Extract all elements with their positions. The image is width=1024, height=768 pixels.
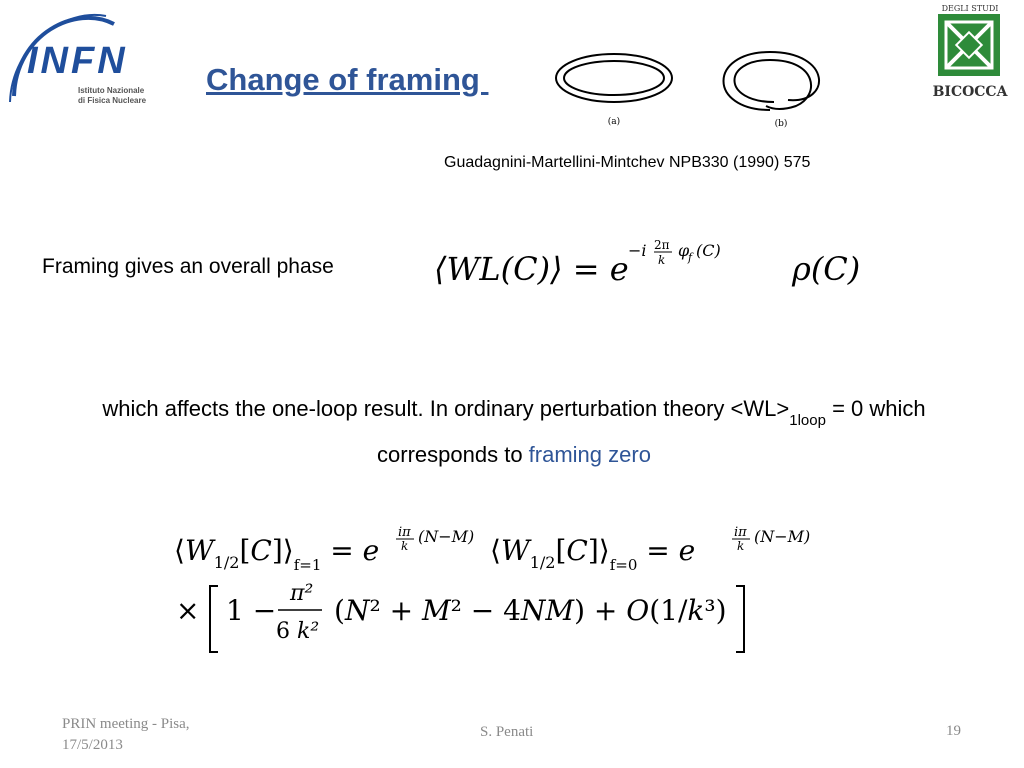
svg-text:iπ: iπ <box>734 525 747 540</box>
paragraph-text-1: which affects the one-loop result. In ordinary perturbation theory <WL> <box>102 396 790 421</box>
formula2-line1 <box>174 525 810 574</box>
footer-meeting-info: PRIN meeting - Pisa, 17/5/2013 <box>62 716 190 753</box>
footer-page-number: 19 <box>946 723 961 739</box>
figure-b <box>724 52 820 129</box>
svg-text:φ: φ <box>678 241 690 260</box>
citation: Guadagnini-Martellini-Mintchev NPB330 (1990) 575 <box>444 154 811 171</box>
svg-text:(C): (C) <box>696 241 721 260</box>
bicocca-arc-text: DEGLI STUDI <box>941 4 999 13</box>
svg-text:×: × <box>176 594 200 627</box>
formula2-line2 <box>176 581 744 652</box>
infn-subtitle-line1: Istituto Nazionale <box>78 86 145 95</box>
svg-text:⟨W1/2[C]⟩f=0 = e: $⟨W_{1/2}[C]⟩_{f=0} = e$ <box>490 534 696 574</box>
bicocca-wordmark: BICOCCA <box>932 84 1008 100</box>
perturbation-paragraph <box>30 392 998 472</box>
one-loop-subscript: 1loop <box>789 412 826 429</box>
framing-zero-highlight: framing zero <box>528 442 651 467</box>
svg-text:iπ: iπ <box>398 525 411 540</box>
slide-title: Change of framing <box>206 62 489 97</box>
paragraph-line-1 <box>30 392 998 438</box>
svg-text:f: f <box>688 251 693 264</box>
paragraph-text-2: = 0 which <box>825 396 926 421</box>
infn-logo <box>6 4 166 116</box>
infn-wordmark: INFN <box>27 40 128 82</box>
svg-text:⟨W1/2[C]⟩f=1 = e: $⟨W_{1/2}[C]⟩_{f=1} = e$ <box>174 534 380 574</box>
svg-text:6 k²: 6 k² <box>276 619 320 644</box>
figure-b-label: (b) <box>774 119 788 129</box>
svg-text:−i: −i <box>628 241 647 260</box>
bicocca-logo <box>920 2 1020 102</box>
svg-text:k: k <box>658 253 666 267</box>
footer-author: S. Penati <box>480 724 534 740</box>
framing-statement: Framing gives an overall phase <box>42 255 334 278</box>
paragraph-text-3: corresponds to <box>377 442 529 467</box>
infn-subtitle-line2: di Fisica Nucleare <box>78 96 147 105</box>
svg-text:2π: 2π <box>654 238 670 252</box>
svg-text:k: k <box>737 539 745 553</box>
svg-text:k: k <box>401 539 409 553</box>
svg-text:(N² + M² − 4NM) + O(1/k³): (N² + M² − 4NM) + O(1/k³) <box>334 594 727 627</box>
svg-text:1 −: 1 − <box>226 594 277 627</box>
svg-text:(N−M): (N−M) <box>418 527 475 546</box>
svg-text:(N−M): (N−M) <box>754 527 811 546</box>
figure-a-label: (a) <box>607 117 621 127</box>
svg-text:π²: π² <box>290 581 314 606</box>
svg-text:ρ(C): ρ(C) <box>792 250 861 288</box>
framing-figures <box>548 44 838 130</box>
wilson-loop-phase-formula <box>428 236 878 296</box>
framing-relation-formula <box>170 516 870 660</box>
figure-a <box>556 54 672 127</box>
paragraph-line-2 <box>30 438 998 472</box>
svg-text:⟨WL(C)⟩ = e: ⟨WL(C)⟩ = e <box>434 250 629 288</box>
